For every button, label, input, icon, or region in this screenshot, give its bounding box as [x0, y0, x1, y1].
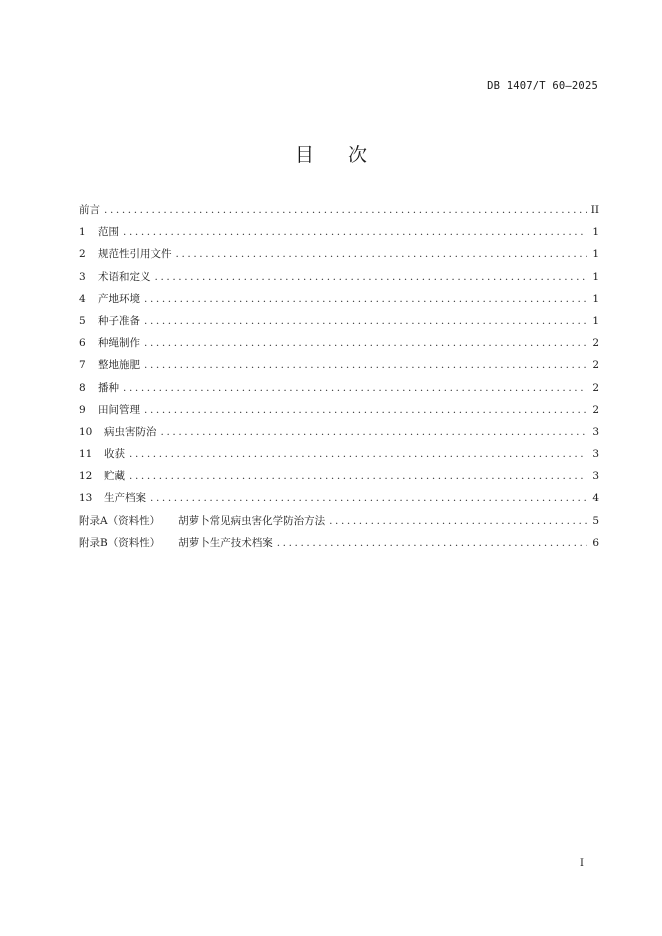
toc-entry-page: 3: [592, 448, 599, 461]
toc-entry-8[interactable]: [79, 377, 599, 399]
toc-entry-number: 12: [79, 470, 93, 483]
toc-entry-12[interactable]: [79, 465, 599, 487]
toc-entry-page: 3: [592, 470, 599, 483]
toc-leader-dots: [150, 487, 587, 509]
toc-leader-dots: [144, 310, 587, 332]
toc-leader-dots: [129, 443, 587, 465]
toc-entry-number: 8: [79, 381, 86, 394]
toc-entry-page: 1: [592, 226, 599, 239]
toc-appendix-page: 5: [592, 514, 599, 527]
toc-leader-dots: [123, 221, 587, 243]
toc-appendix-label: 胡萝卜常见病虫害化学防治方法: [178, 514, 326, 527]
toc-entry-label: 规范性引用文件: [98, 248, 172, 261]
toc-leader-dots: [144, 288, 587, 310]
toc-entry-number: 13: [79, 492, 93, 505]
toc-entry-10[interactable]: [79, 421, 599, 443]
toc-entry-5[interactable]: [79, 310, 599, 332]
toc-entry-label: 种子准备: [98, 314, 140, 327]
toc-entry-label: 种绳制作: [98, 337, 140, 350]
toc-entry-4[interactable]: [79, 288, 599, 310]
toc-leader-dots: [329, 510, 587, 532]
toc-entry-number: 7: [79, 359, 86, 372]
toc-leader-dots: [176, 243, 588, 265]
toc-entry-13[interactable]: [79, 487, 599, 509]
toc-leader-dots: [104, 199, 587, 221]
toc-entry-label: 前言: [79, 204, 100, 216]
toc-entry-3[interactable]: [79, 266, 599, 288]
toc-entry-number: 10: [79, 425, 93, 438]
toc-entry-page: 3: [592, 425, 599, 438]
toc-entry-label: 病虫害防治: [104, 425, 157, 438]
toc-entry-number: 1: [79, 226, 86, 239]
page-number: I: [580, 858, 584, 869]
toc-entry-1[interactable]: [79, 221, 599, 243]
toc-entry-page: 1: [592, 270, 599, 283]
toc-entry-9[interactable]: [79, 399, 599, 421]
toc-title-char-2: 次: [348, 144, 368, 166]
toc-entry-label: 田间管理: [98, 403, 140, 416]
toc-leader-dots: [155, 266, 588, 288]
toc-entry-page: 1: [592, 314, 599, 327]
toc-leader-dots: [144, 332, 587, 354]
toc-leader-dots: [144, 354, 587, 376]
toc-entry-number: 2: [79, 248, 86, 261]
toc-title: [0, 140, 662, 167]
toc-entry-page: 2: [592, 337, 599, 350]
toc-entry-page: 1: [592, 292, 599, 305]
toc-entry-page: 4: [592, 492, 599, 505]
toc-entry-7[interactable]: [79, 354, 599, 376]
toc-entry-label: 收获: [104, 448, 125, 461]
toc-entry-label: 术语和定义: [98, 270, 151, 283]
toc-leader-dots: [129, 465, 587, 487]
toc-entry-foreword[interactable]: [79, 199, 599, 221]
toc-entry-page: II: [590, 204, 599, 216]
toc-entry-number: 4: [79, 292, 86, 305]
toc-entry-number: 5: [79, 314, 86, 327]
toc-appendix-tag: 附录B（资料性）: [79, 536, 161, 549]
toc-appendix-tag: 附录A（资料性）: [79, 514, 161, 527]
toc-leader-dots: [277, 532, 587, 554]
toc-appendix-page: 6: [592, 536, 599, 549]
toc-appendix-a[interactable]: [79, 510, 599, 532]
toc-leader-dots: [144, 399, 587, 421]
toc-entry-label: 范围: [98, 226, 119, 239]
document-code: DB 1407/T 60—2025: [487, 80, 598, 92]
toc-entry-number: 3: [79, 270, 86, 283]
toc-entry-label: 播种: [98, 381, 119, 394]
toc-entry-6[interactable]: [79, 332, 599, 354]
toc-entry-page: 2: [592, 381, 599, 394]
toc-title-char-1: 目: [294, 144, 314, 166]
toc-list: [79, 199, 599, 554]
toc-entry-11[interactable]: [79, 443, 599, 465]
toc-entry-2[interactable]: [79, 243, 599, 265]
toc-entry-number: 9: [79, 403, 86, 416]
toc-appendix-label: 胡萝卜生产技术档案: [178, 536, 273, 549]
toc-leader-dots: [161, 421, 588, 443]
toc-entry-label: 贮藏: [104, 470, 125, 483]
toc-entry-page: 2: [592, 359, 599, 372]
toc-leader-dots: [123, 377, 587, 399]
toc-entry-number: 11: [79, 448, 93, 461]
toc-entry-number: 6: [79, 337, 86, 350]
toc-entry-label: 产地环境: [98, 292, 140, 305]
toc-entry-page: 2: [592, 403, 599, 416]
toc-entry-page: 1: [592, 248, 599, 261]
toc-entry-label: 整地施肥: [98, 359, 140, 372]
toc-entry-label: 生产档案: [104, 492, 146, 505]
toc-appendix-b[interactable]: [79, 532, 599, 554]
